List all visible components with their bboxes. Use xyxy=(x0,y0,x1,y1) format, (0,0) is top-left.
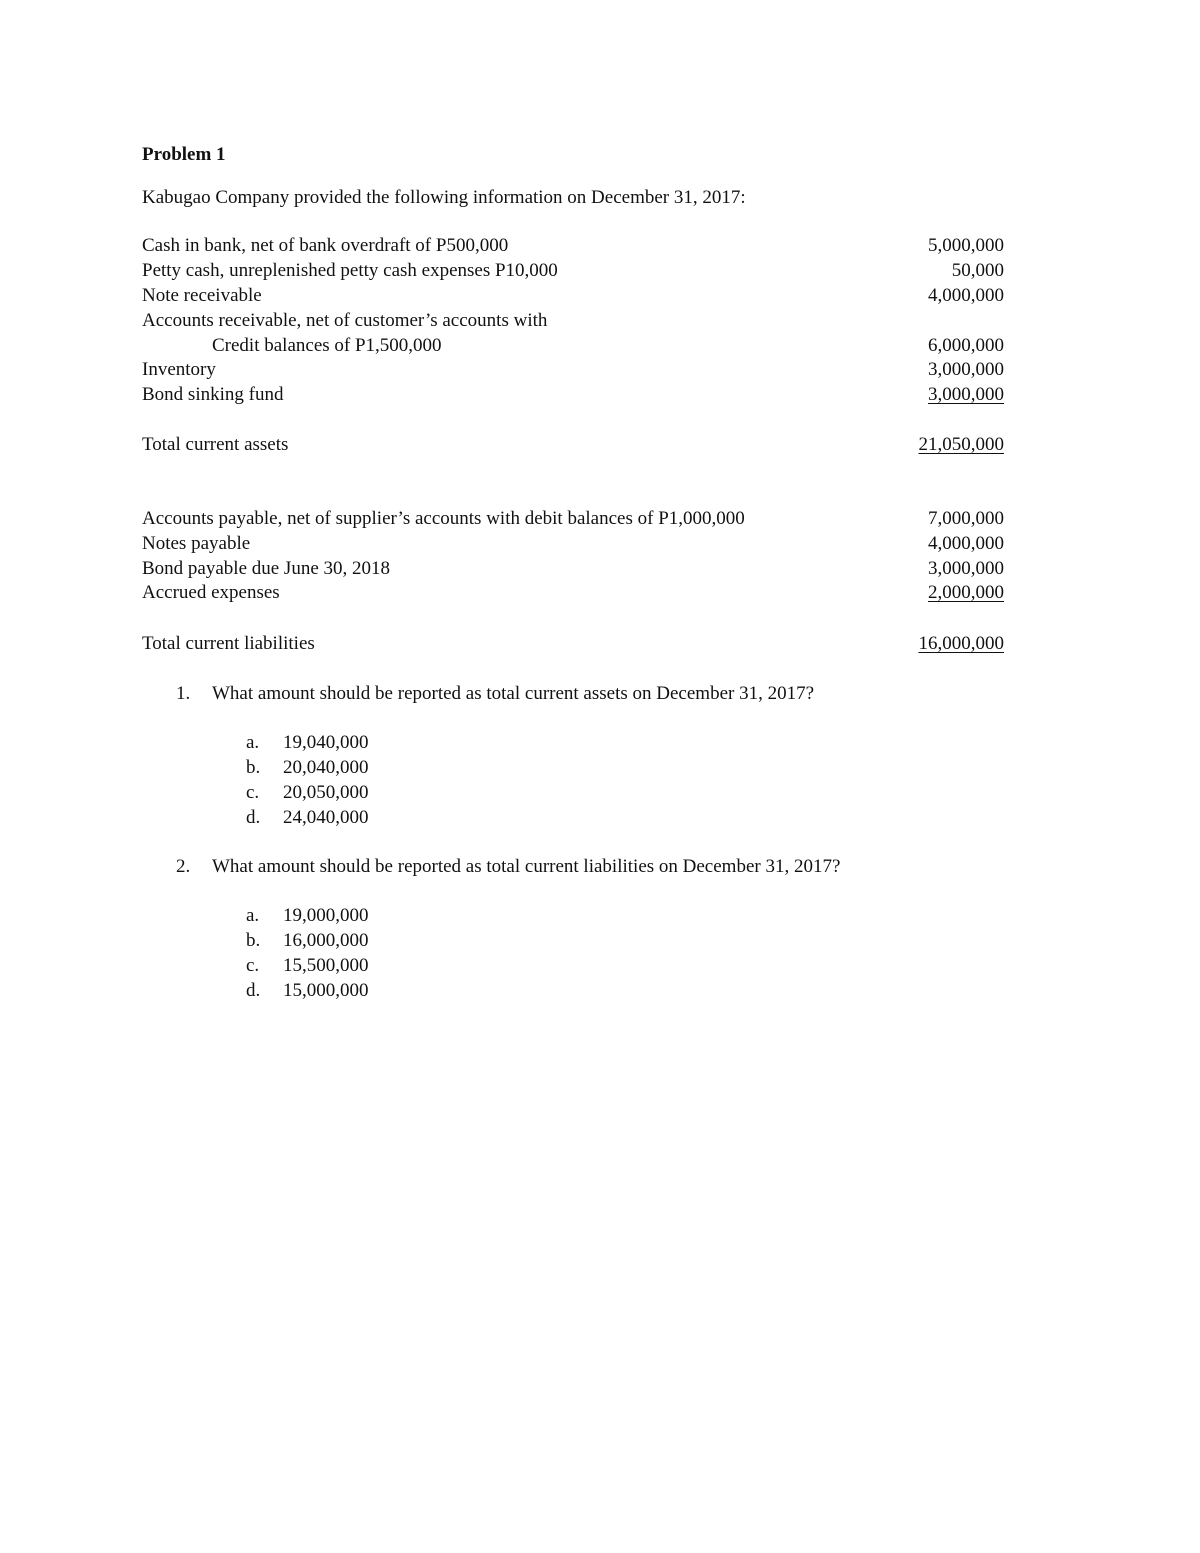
answer-option xyxy=(142,903,1004,929)
liability-amount: 2,000,000 xyxy=(928,582,1004,603)
asset-label: Inventory xyxy=(142,359,216,380)
liabilities-total-amount: 16,000,000 xyxy=(918,633,1004,654)
liability-row xyxy=(142,506,1004,532)
option-letter: b. xyxy=(246,930,261,951)
answer-option xyxy=(142,780,1004,806)
option-value: 15,500,000 xyxy=(283,955,369,976)
liability-label: Bond payable due June 30, 2018 xyxy=(142,558,391,579)
liabilities-total-label: Total current liabilities xyxy=(142,633,315,654)
option-letter: d. xyxy=(246,807,261,828)
option-value: 19,000,000 xyxy=(283,905,369,926)
liability-label: Accrued expenses xyxy=(142,582,280,603)
option-value: 15,000,000 xyxy=(283,980,369,1001)
option-value: 20,040,000 xyxy=(283,757,369,778)
option-value: 24,040,000 xyxy=(283,807,369,828)
assets-total-row xyxy=(142,432,1004,458)
assets-total-label: Total current assets xyxy=(142,434,289,455)
asset-row xyxy=(142,233,1004,259)
answer-option xyxy=(142,805,1004,831)
asset-row xyxy=(142,283,1004,309)
asset-row xyxy=(142,308,1004,334)
option-value: 16,000,000 xyxy=(283,930,369,951)
problem-intro: Kabugao Company provided the following information on December 31, 2017: xyxy=(142,187,746,208)
option-letter: c. xyxy=(246,955,260,976)
asset-row-continued xyxy=(142,333,1004,359)
question-number: 1. xyxy=(176,683,191,704)
document-page xyxy=(142,0,1004,1553)
asset-row xyxy=(142,357,1004,383)
option-letter: c. xyxy=(246,782,260,803)
asset-amount: 4,000,000 xyxy=(928,285,1004,306)
option-letter: b. xyxy=(246,757,261,778)
option-letter: a. xyxy=(246,905,260,926)
question-2 xyxy=(142,854,1004,880)
answer-option xyxy=(142,928,1004,954)
liability-label: Accounts payable, net of supplier’s accounts with debit balances of P1,000,000 xyxy=(142,508,745,529)
assets-total-amount: 21,050,000 xyxy=(918,434,1004,455)
asset-amount: 50,000 xyxy=(951,260,1004,281)
option-letter: d. xyxy=(246,980,261,1001)
asset-label: Bond sinking fund xyxy=(142,384,284,405)
asset-label: Accounts receivable, net of customer’s accounts with xyxy=(142,310,548,331)
question-text: What amount should be reported as total current assets on December 31, 2017? xyxy=(212,683,815,704)
liability-label: Notes payable xyxy=(142,533,251,554)
asset-amount: 3,000,000 xyxy=(928,359,1004,380)
liability-amount: 4,000,000 xyxy=(928,533,1004,554)
liability-amount: 7,000,000 xyxy=(928,508,1004,529)
asset-label: Petty cash, unreplenished petty cash expenses P10,000 xyxy=(142,260,558,281)
problem-title: Problem 1 xyxy=(142,144,226,165)
asset-amount: 5,000,000 xyxy=(928,235,1004,256)
asset-row xyxy=(142,258,1004,284)
answer-option xyxy=(142,730,1004,756)
asset-label: Cash in bank, net of bank overdraft of P500,000 xyxy=(142,235,509,256)
answer-option xyxy=(142,978,1004,1004)
liability-row xyxy=(142,580,1004,606)
liability-amount: 3,000,000 xyxy=(928,558,1004,579)
asset-row xyxy=(142,382,1004,408)
option-value: 19,040,000 xyxy=(283,732,369,753)
asset-label: Note receivable xyxy=(142,285,262,306)
liability-row xyxy=(142,556,1004,582)
option-value: 20,050,000 xyxy=(283,782,369,803)
asset-amount: 6,000,000 xyxy=(928,335,1004,356)
asset-label-continued: Credit balances of P1,500,000 xyxy=(212,335,442,356)
question-1 xyxy=(142,681,1004,707)
option-letter: a. xyxy=(246,732,260,753)
asset-amount: 3,000,000 xyxy=(928,384,1004,405)
liability-row xyxy=(142,531,1004,557)
question-text: What amount should be reported as total current liabilities on December 31, 2017? xyxy=(212,856,841,877)
answer-option xyxy=(142,953,1004,979)
answer-option xyxy=(142,755,1004,781)
question-number: 2. xyxy=(176,856,191,877)
liabilities-total-row xyxy=(142,631,1004,657)
